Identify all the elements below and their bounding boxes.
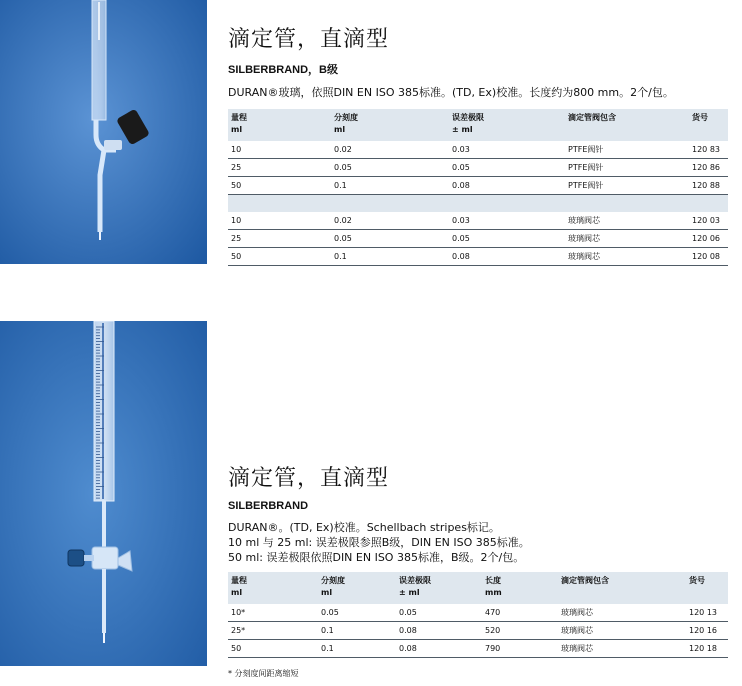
col-header-graduation: 分刻度 ml [331,109,449,141]
col-header-length: 长度 mm [482,572,558,604]
spec-table [228,109,728,266]
brand-line: SILBERBRAND，B级 [228,64,338,76]
burette-photo-ptfe [0,0,207,264]
table-row: 50 0.1 0.08 玻璃阀芯 120 08 [228,248,728,266]
table-header-row [228,109,728,141]
footnote: * 分刻度间距离缩短 [228,669,299,678]
section-burette-b-class [228,27,728,266]
col-header-capacity: 量程 ml [228,572,318,604]
col-header-capacity: 量程 ml [228,109,331,141]
table-row: 25 0.05 0.05 PTFE阀针 120 86 [228,159,728,177]
section-burette-schellbach [228,466,728,658]
col-header-stopcock: 滴定管阀包含 [558,572,686,604]
table-row: 50 0.1 0.08 PTFE阀针 120 88 [228,177,728,195]
col-header-stopcock: 滴定管阀包含 [565,109,689,141]
table-row: 10 0.02 0.03 玻璃阀芯 120 03 [228,212,728,230]
section-title: 滴定管，直滴型 [228,27,390,52]
col-header-catalog-no: 货号 [689,109,728,141]
table-row: 25 0.05 0.05 玻璃阀芯 120 06 [228,230,728,248]
table-row: 50 0.1 0.08 790 玻璃阀芯 120 18 [228,640,728,658]
spec-table [228,572,728,658]
col-header-catalog-no: 货号 [686,572,728,604]
group-separator [228,195,728,213]
table-row: 10 0.02 0.03 PTFE阀针 120 83 [228,141,728,159]
col-header-graduation: 分刻度 ml [318,572,396,604]
product-description: DURAN®玻璃，依照DIN EN ISO 385标准。(TD, Ex)校准。长度约为800 mm。2个/包。 [228,86,674,99]
col-header-tolerance: 误差极限 ± ml [396,572,482,604]
burette-photo-schellbach [0,321,207,666]
table-row: 25* 0.1 0.08 520 玻璃阀芯 120 16 [228,622,728,640]
table-header-row [228,572,728,604]
section-title: 滴定管，直滴型 [228,466,390,491]
col-header-tolerance: 误差极限 ± ml [449,109,565,141]
product-description: DURAN®。(TD, Ex)校准。Schellbach stripes标记。 10 ml 与 25 ml: 误差极限参照B级，DIN EN ISO 385标准。 50 ml: 误差极限依照DIN EN ISO 385标准，B级。2个/包。 [228,521,530,564]
brand-line: SILBERBRAND [228,500,309,512]
table-row: 10* 0.05 0.05 470 玻璃阀芯 120 13 [228,604,728,622]
